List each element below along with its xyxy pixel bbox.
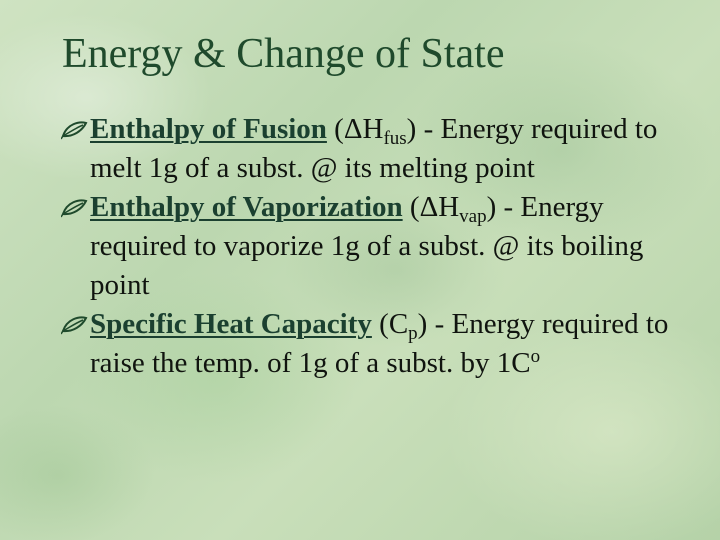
bullet-description: - Energy required to raise the temp. of 1g of a subst. by 1C: [90, 308, 669, 379]
leaf-bullet-icon: [60, 188, 90, 227]
term-enthalpy-of-vaporization: Enthalpy of Vaporization: [90, 191, 403, 223]
bullet-description: - Energy required to melt 1g of a subst. @ its melting point: [90, 113, 658, 184]
symbol-open: (: [326, 113, 344, 145]
symbol-delta-h: ΔH: [419, 191, 460, 223]
bullet-enthalpy-of-vaporization: [60, 188, 690, 305]
leaf-bullet-icon: [60, 305, 90, 344]
slide-title: Energy & Change of State: [62, 31, 505, 77]
symbol-close: ): [486, 191, 497, 223]
bullet-enthalpy-of-fusion: [60, 110, 690, 188]
symbol-open: (: [371, 308, 389, 340]
symbol-delta-h: ΔH: [343, 113, 384, 145]
symbol-open: (: [402, 191, 420, 223]
bullet-description: - Energy required to vaporize 1g of a subst. @ its boiling point: [90, 191, 644, 301]
bullet-list: [60, 110, 690, 383]
leaf-bullet-icon: [60, 110, 90, 149]
term-specific-heat-capacity: Specific Heat Capacity: [90, 308, 372, 340]
symbol-subscript-fus: fus: [383, 128, 407, 149]
bullet-specific-heat-capacity: [60, 305, 690, 383]
symbol-subscript-p: p: [408, 323, 418, 344]
symbol-c: C: [388, 308, 409, 340]
symbol-close: ): [417, 308, 428, 340]
symbol-close: ): [406, 113, 417, 145]
symbol-subscript-vap: vap: [459, 206, 487, 227]
degree-superscript: o: [530, 346, 541, 367]
term-enthalpy-of-fusion: Enthalpy of Fusion: [90, 113, 327, 145]
